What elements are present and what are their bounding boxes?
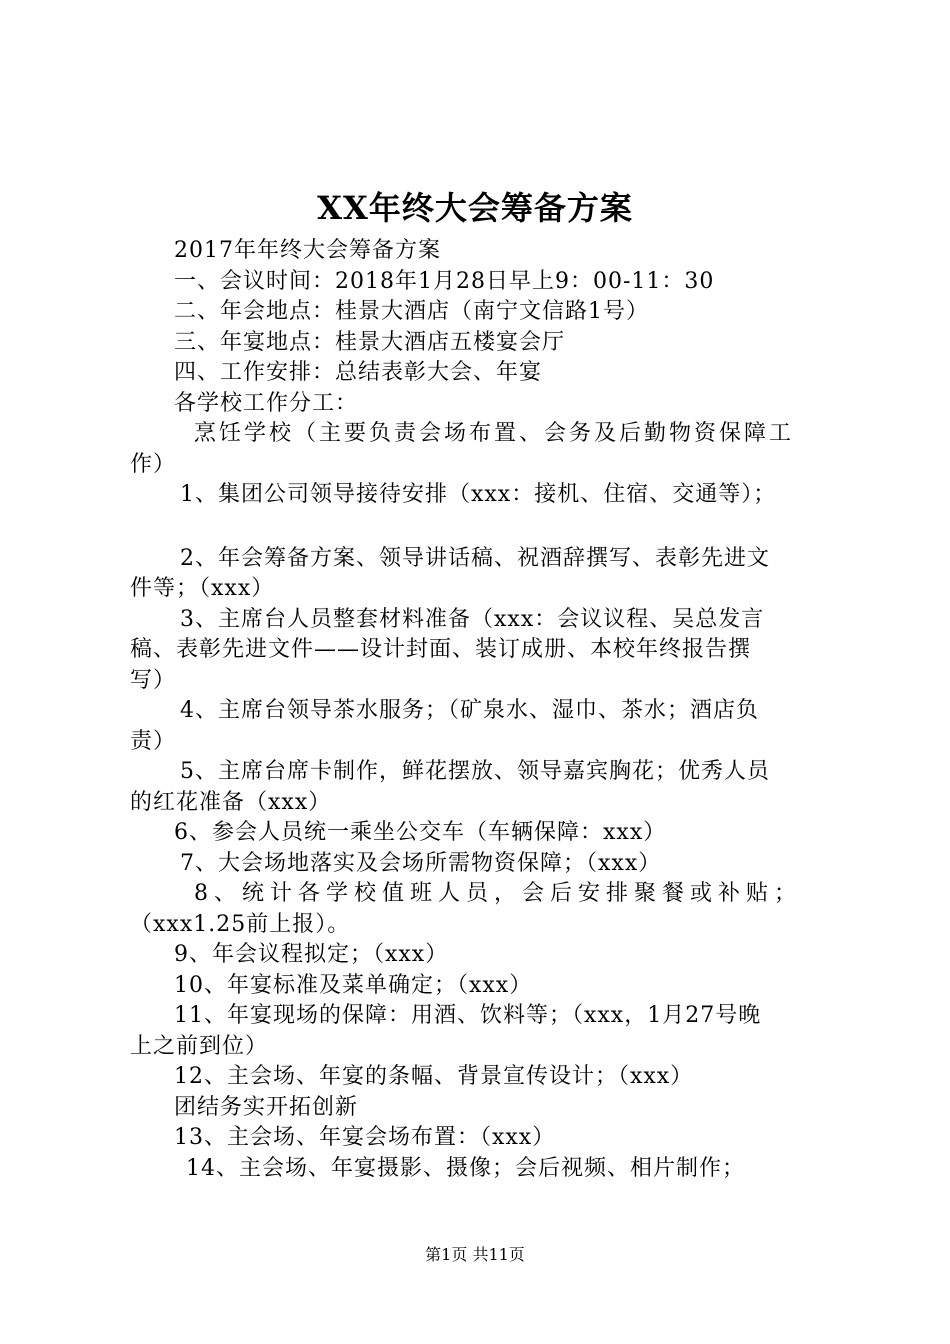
paragraph-line: 14、主会场、年宴摄影、摄像；会后视频、相片制作； — [186, 1155, 745, 1181]
paragraph-line: 13、主会场、年宴会场布置：（xxx） — [174, 1125, 556, 1150]
document-title: XX年终大会筹备方案 — [317, 189, 633, 227]
document-body — [130, 236, 835, 1184]
paragraph-line: 稿、表彰先进文件——设计封面、装订成册、本校年终报告撰 — [130, 637, 752, 662]
paragraph-line: 团结务实开拓创新 — [174, 1094, 359, 1120]
paragraph-line: 一、会议时间：2018年1月28日早上9：00-11：30 — [174, 268, 715, 294]
paragraph-line: 上之前到位） — [130, 1033, 269, 1059]
paragraph-line: 6、参会人员统一乘坐公交车（车辆保障：xxx） — [174, 820, 667, 845]
paragraph-line: 1、集团公司领导接待安排（xxx：接机、住宿、交通等）； — [180, 482, 777, 507]
blank-line — [130, 511, 835, 544]
paragraph-line: 2017年年终大会筹备方案 — [174, 238, 441, 263]
paragraph-line: 二、年会地点：桂景大酒店（南宁文信路1号） — [174, 299, 649, 324]
paragraph-line: 责） — [130, 728, 177, 754]
paragraph-line: 4、主席台领导茶水服务；（矿泉水、湿巾、茶水；酒店负 — [180, 698, 759, 723]
paragraph-line: 三、年宴地点：桂景大酒店五楼宴会厅 — [174, 329, 566, 355]
paragraph-line: 7、大会场地落实及会场所需物资保障；（xxx） — [180, 850, 662, 876]
paragraph-line: 2、年会筹备方案、领导讲话稿、祝酒辞撰写、表彰先进文 — [180, 545, 770, 571]
paragraph-line: 件等；（xxx） — [130, 576, 275, 601]
paragraph-line: 12、主会场、年宴的条幅、背景宣传设计；（xxx） — [174, 1064, 694, 1089]
paragraph-line: 的红花准备（xxx） — [130, 789, 332, 815]
paragraph-line: 烹饪学校（主要负责会场布置、会务及后勤物资保障工 — [194, 421, 795, 446]
paragraph-line: 3、主席台人员整套材料准备（xxx：会议议程、吴总发言 — [180, 606, 765, 632]
paragraph-line: 作） — [130, 451, 177, 477]
paragraph-line: （xxx1.25前上报）。 — [130, 911, 351, 937]
paragraph-line: 写） — [130, 667, 177, 693]
paragraph-line: 10、年宴标准及菜单确定；（xxx） — [174, 972, 533, 998]
paragraph-line: 11、年宴现场的保障：用酒、饮料等；（xxx，1月27号晚 — [174, 1003, 762, 1028]
paragraph-line: 5、主席台席卡制作，鲜花摆放、领导嘉宾胸花；优秀人员 — [180, 759, 770, 784]
paragraph-line: 8、统计各学校值班人员，会后安排聚餐或补贴； — [194, 881, 802, 906]
page-footer: 第1页 共11页 — [425, 1245, 525, 1264]
paragraph-line: 四、工作安排：总结表彰大会、年宴 — [174, 360, 543, 385]
paragraph-line: 各学校工作分工： — [174, 390, 359, 416]
paragraph-line: 9、年会议程拟定；（xxx） — [174, 942, 449, 967]
